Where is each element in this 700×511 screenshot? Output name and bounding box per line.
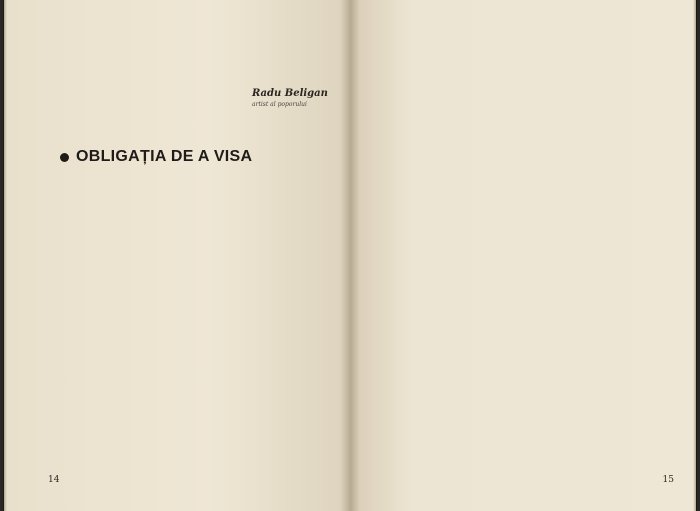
book-gutter bbox=[340, 0, 360, 511]
page-number-left: 14 bbox=[48, 475, 60, 485]
author-signature bbox=[252, 88, 342, 108]
right-page-edge bbox=[693, 0, 696, 511]
article-heading bbox=[60, 148, 300, 166]
article-heading-text: OBLIGAȚIA DE A VISA bbox=[76, 148, 253, 165]
signature-name: Radu Beligan bbox=[252, 88, 328, 99]
magazine-spread bbox=[4, 0, 696, 511]
signature-role: artist al poporului bbox=[252, 101, 307, 108]
heading-bullet-icon bbox=[60, 153, 69, 162]
right-page bbox=[350, 0, 696, 511]
page-number-right: 15 bbox=[662, 475, 674, 485]
left-page-edge bbox=[4, 0, 7, 511]
left-page bbox=[4, 0, 350, 511]
